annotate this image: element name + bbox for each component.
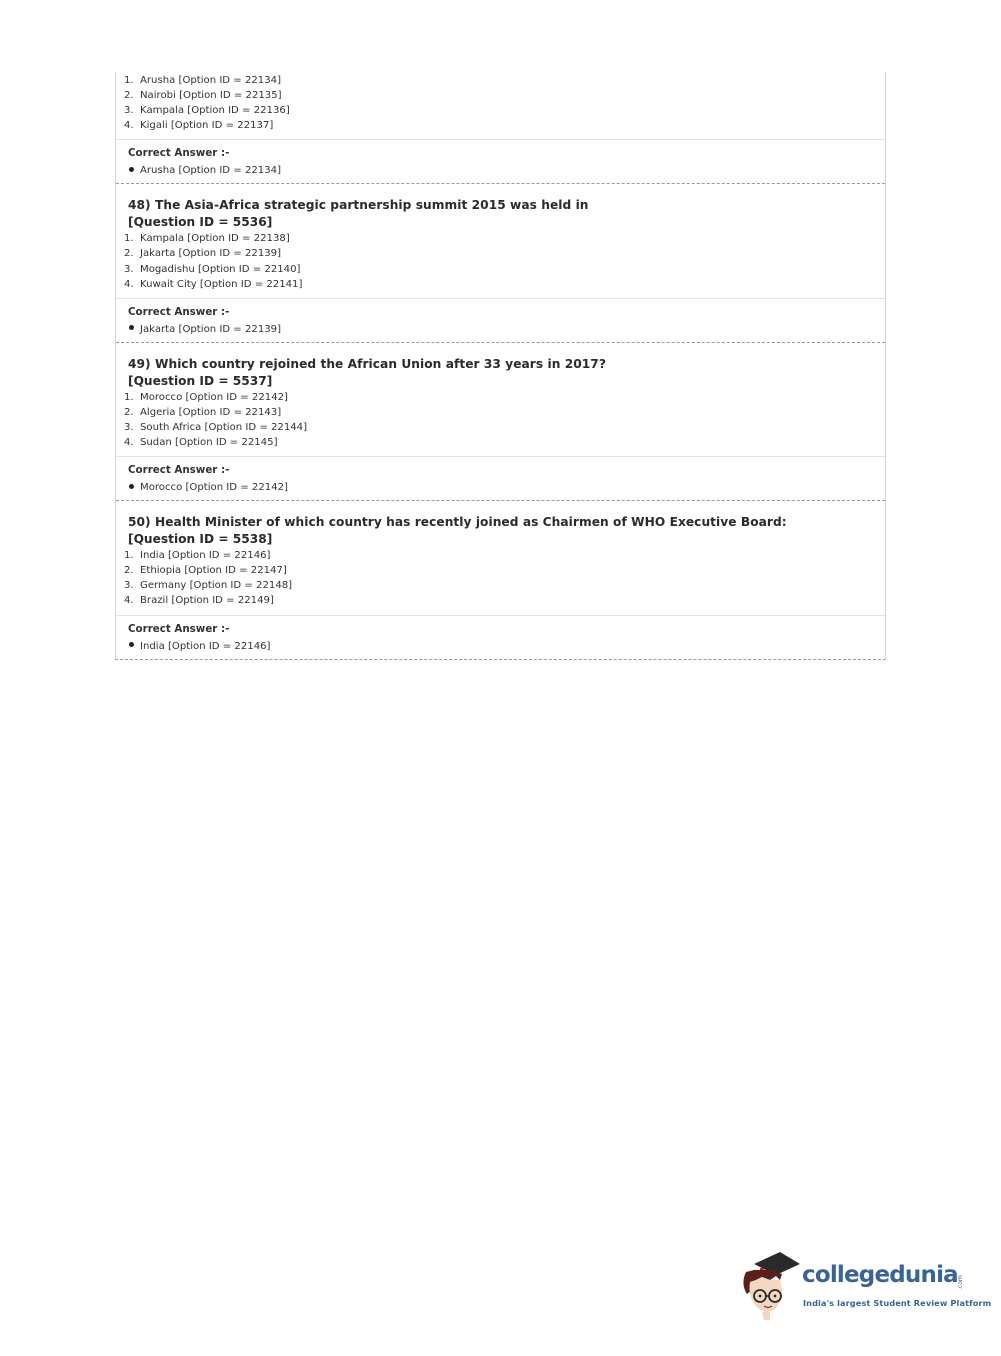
option-item: 3. South Africa [Option ID = 22144] xyxy=(124,421,308,433)
option-item: 3. Germany [Option ID = 22148] xyxy=(124,580,293,592)
option-item: 2. Nairobi [Option ID = 22135] xyxy=(124,90,282,102)
option-item: 4. Sudan [Option ID = 22145] xyxy=(124,437,278,449)
correct-answer-section xyxy=(116,298,885,342)
question-48 xyxy=(116,184,885,342)
question-title: 48) The Asia-Africa strategic partnership summit 2015 was held in xyxy=(128,198,589,213)
option-item: 1. Arusha [Option ID = 22134] xyxy=(124,75,282,86)
option-list xyxy=(124,73,877,133)
option-item: 1. Kampala [Option ID = 22138] xyxy=(124,233,290,245)
bullet-icon xyxy=(129,325,134,330)
collegedunia-logo xyxy=(738,1248,992,1323)
question-id: [Question ID = 5537] xyxy=(128,373,273,388)
bullet-icon xyxy=(129,167,134,172)
student-mascot-icon xyxy=(740,1250,802,1322)
option-item: 2. Algeria [Option ID = 22143] xyxy=(124,406,282,418)
option-list xyxy=(124,390,877,450)
question-id: [Question ID = 5536] xyxy=(128,215,273,230)
bullet-icon xyxy=(129,484,134,489)
option-item: 3. Mogadishu [Option ID = 22140] xyxy=(124,263,301,275)
option-item: 4. Kuwait City [Option ID = 22141] xyxy=(124,278,303,290)
question-title: 50) Health Minister of which country has recently joined as Chairmen of WHO Executive Board: xyxy=(128,515,787,530)
option-item: 2. Ethiopia [Option ID = 22147] xyxy=(124,565,287,577)
correct-answer-label: Correct Answer :- xyxy=(128,464,230,477)
question-title: 49) Which country rejoined the African Union after 33 years in 2017? xyxy=(128,356,606,371)
correct-answer-section xyxy=(116,615,885,659)
correct-answer-label: Correct Answer :- xyxy=(128,305,230,318)
question-47-tail xyxy=(116,72,885,184)
correct-answer: India [Option ID = 22146] xyxy=(128,640,877,654)
correct-answer-section xyxy=(116,139,885,183)
logo-domain-suffix: .com xyxy=(957,1275,964,1290)
option-list xyxy=(124,548,877,608)
question-50 xyxy=(116,501,885,658)
correct-answer: Jakarta [Option ID = 22139] xyxy=(128,323,877,337)
question-49 xyxy=(116,343,885,501)
correct-answer: Arusha [Option ID = 22134] xyxy=(128,164,877,178)
option-item: 2. Jakarta [Option ID = 22139] xyxy=(124,248,282,260)
correct-answer-label: Correct Answer :- xyxy=(128,147,230,160)
question-sheet xyxy=(115,72,886,660)
correct-answer-section xyxy=(116,456,885,500)
correct-answer: Morocco [Option ID = 22142] xyxy=(128,481,877,495)
correct-answer-label: Correct Answer :- xyxy=(128,622,230,635)
option-item: 1. India [Option ID = 22146] xyxy=(124,550,271,562)
option-item: 4. Kigali [Option ID = 22137] xyxy=(124,120,274,132)
bullet-icon xyxy=(129,642,134,647)
logo-tagline: India's largest Student Review Platform xyxy=(803,1298,992,1308)
logo-wordmark: collegedunia xyxy=(802,1262,958,1288)
option-item: 3. Kampala [Option ID = 22136] xyxy=(124,105,290,117)
option-item: 4. Brazil [Option ID = 22149] xyxy=(124,595,274,607)
option-item: 1. Morocco [Option ID = 22142] xyxy=(124,391,288,403)
question-id: [Question ID = 5538] xyxy=(128,532,273,547)
option-list xyxy=(124,231,877,291)
